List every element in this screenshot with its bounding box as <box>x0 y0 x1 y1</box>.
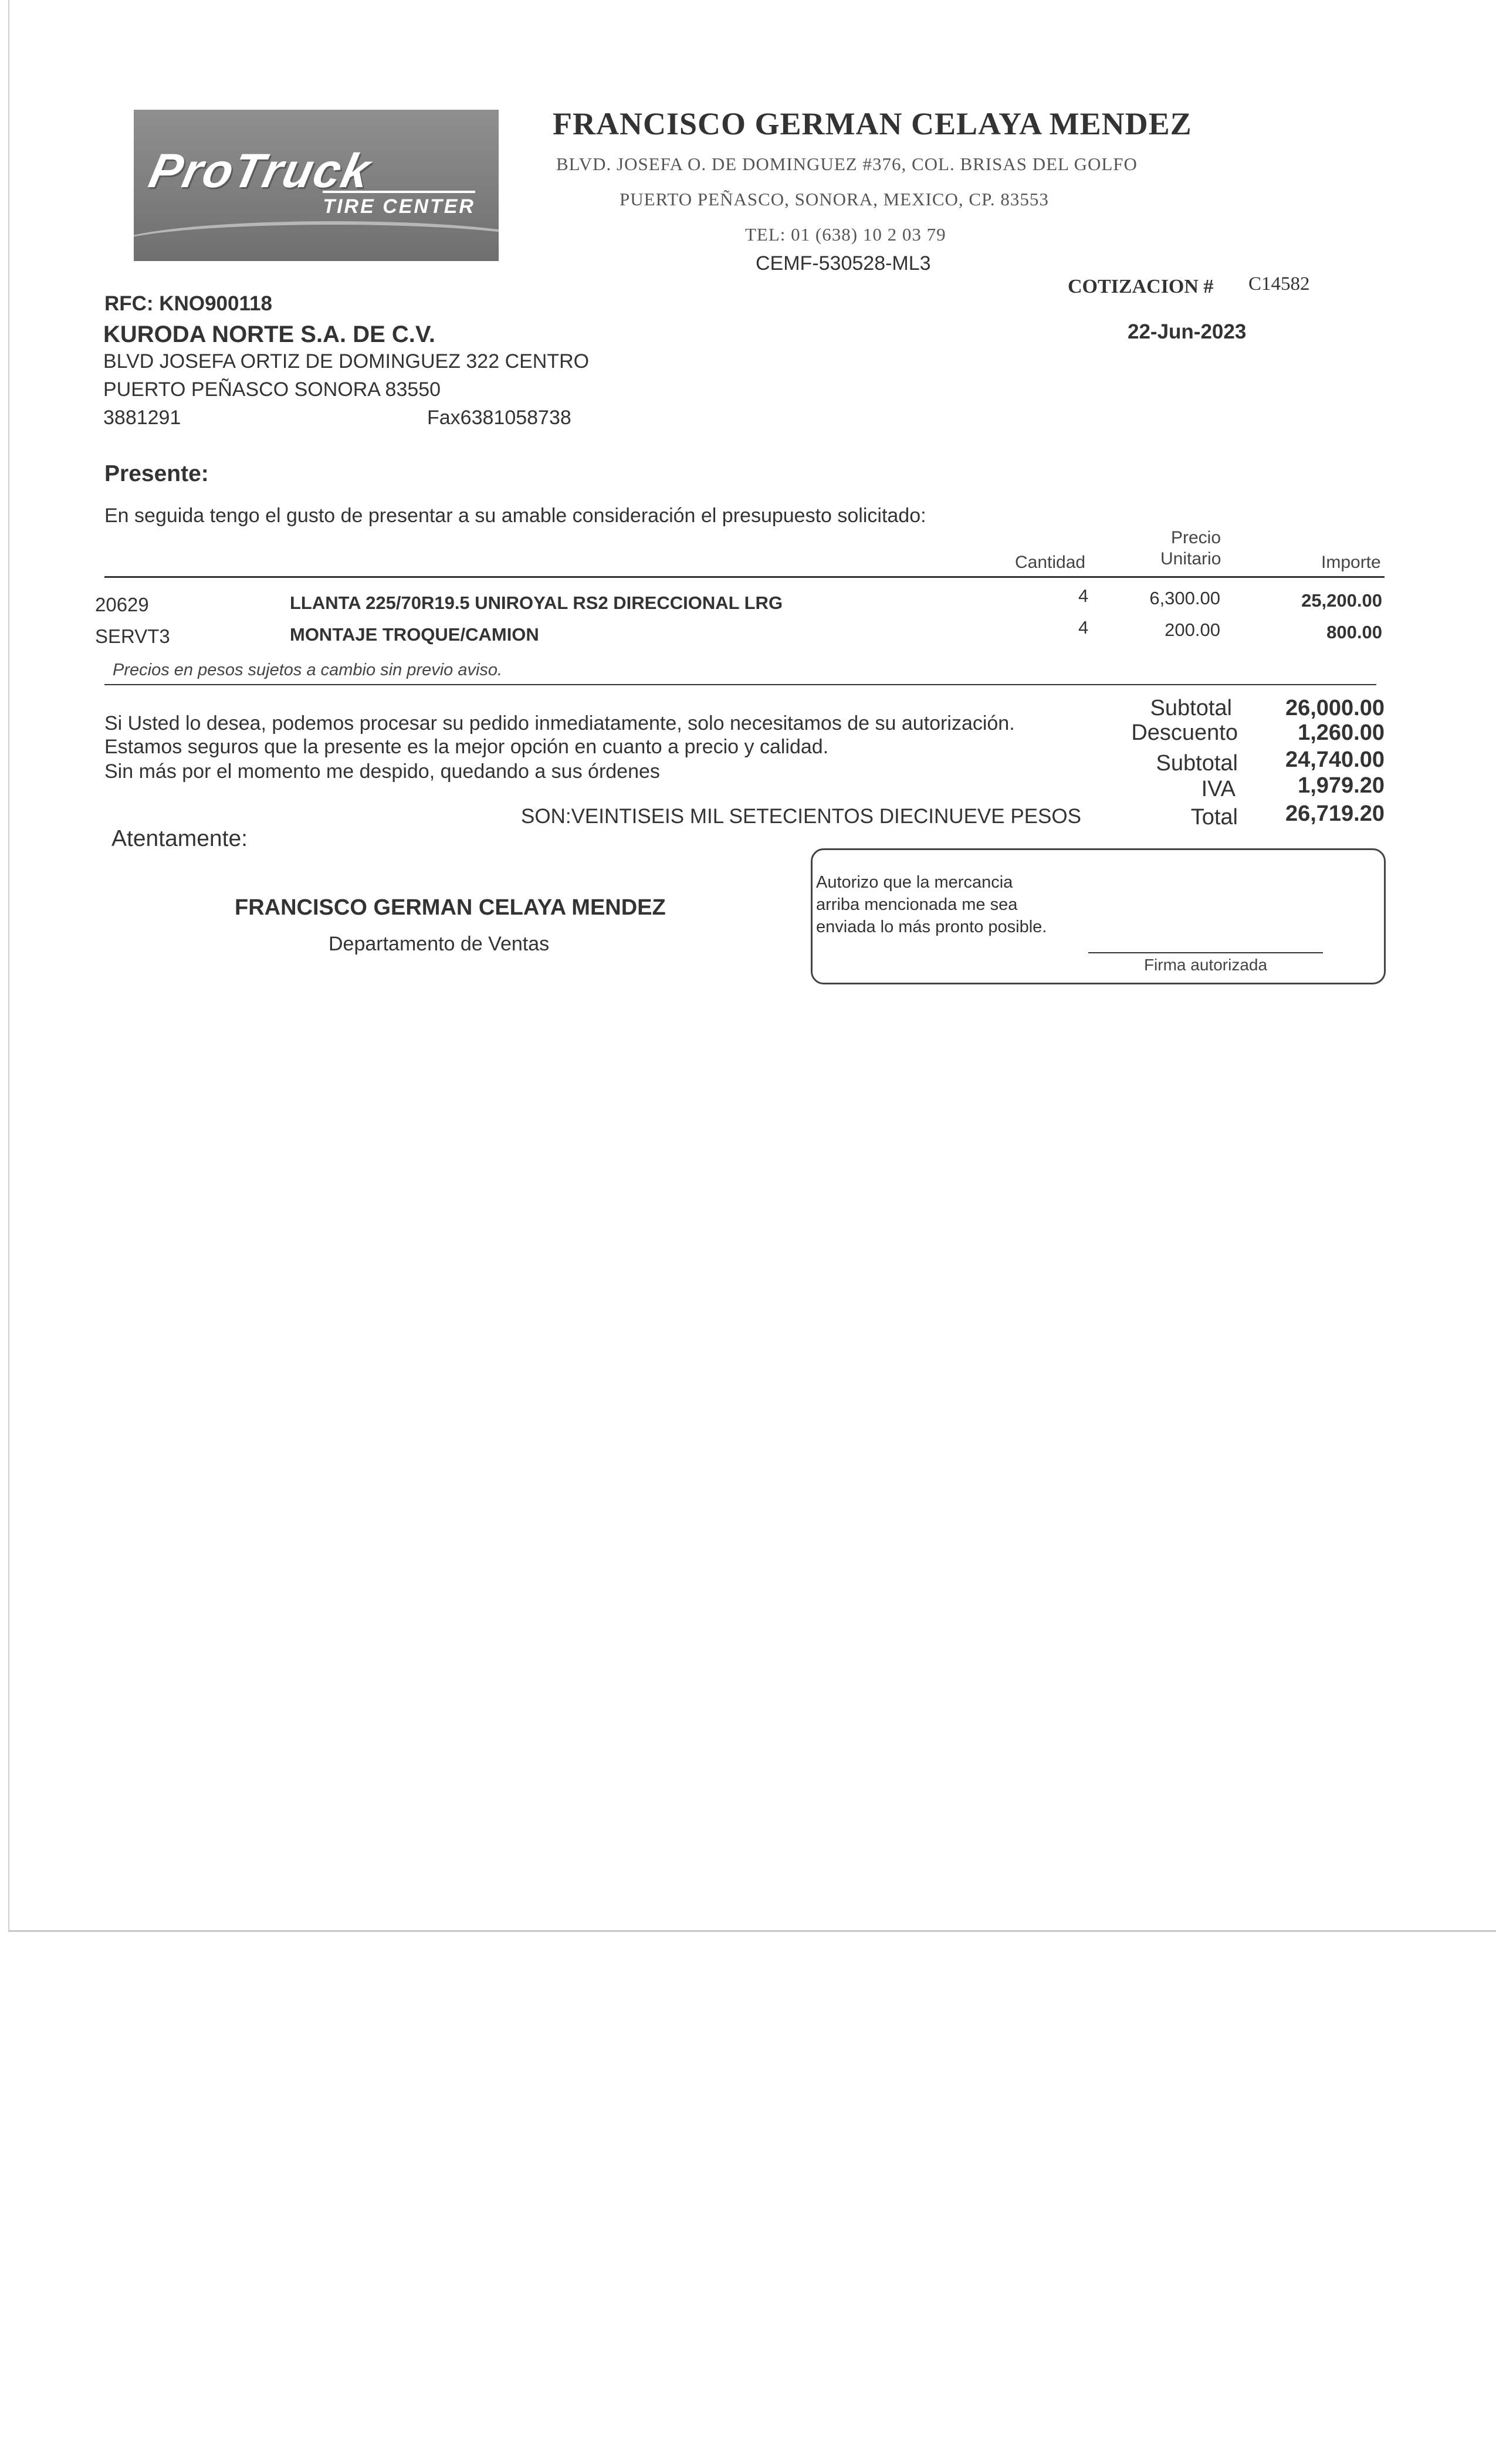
total-label: Total <box>1190 805 1238 830</box>
row-code: 20629 <box>95 594 149 615</box>
discount-value: 1,260.00 <box>1298 720 1385 745</box>
subtotal2-value: 24,740.00 <box>1285 747 1385 772</box>
price-note: Precios en pesos sujetos a cambio sin previo aviso. <box>113 661 503 679</box>
logo-brand: ProTruck <box>144 144 376 198</box>
issuer-address-line1: BLVD. JOSEFA O. DE DOMINGUEZ #376, COL. BRISAS DEL GOLFO <box>556 154 1138 174</box>
table-footer-rule <box>104 684 1376 685</box>
discount-label: Descuento <box>1131 720 1238 745</box>
closing-salutation: Atentamente: <box>111 826 248 851</box>
amount-in-words: SON:VEINTISEIS MIL SETECIENTOS DIECINUEVE PESOS <box>521 805 1081 828</box>
message-line3: Sin más por el momento me despido, quedando a sus órdenes <box>104 760 660 783</box>
client-fax: Fax6381058738 <box>427 407 571 429</box>
authorization-line3: enviada lo más pronto posible. <box>816 918 1047 936</box>
row-quantity: 4 <box>1078 585 1089 606</box>
iva-value: 1,979.20 <box>1298 773 1385 798</box>
authorization-line1: Autorizo que la mercancia <box>816 873 1013 892</box>
col-header-unit-price-line1: Precio <box>1171 528 1221 547</box>
row-amount: 25,200.00 <box>1301 590 1382 611</box>
row-unit-price: 6,300.00 <box>1149 588 1220 608</box>
issuer-phone: TEL: 01 (638) 10 2 03 79 <box>745 224 946 245</box>
table-header-rule <box>104 576 1385 578</box>
client-address-line1: BLVD JOSEFA ORTIZ DE DOMINGUEZ 322 CENTRO <box>103 350 590 373</box>
issuer-address-line2: PUERTO PEÑASCO, SONORA, MEXICO, CP. 83553 <box>620 189 1049 209</box>
signature-label: Firma autorizada <box>1143 956 1268 974</box>
authorization-box <box>811 848 1386 984</box>
signature-line <box>1088 952 1323 953</box>
quote-date: 22-Jun-2023 <box>1128 320 1247 343</box>
client-address-line2: PUERTO PEÑASCO SONORA 83550 <box>103 378 441 401</box>
col-header-amount: Importe <box>1321 553 1381 572</box>
logo-swoosh <box>134 221 499 261</box>
client-rfc: RFC: KNO900118 <box>104 292 272 315</box>
issuer-rfc: CEMF-530528-ML3 <box>756 252 931 275</box>
iva-label: IVA <box>1201 777 1236 801</box>
client-phone: 3881291 <box>103 407 181 429</box>
issuer-name: FRANCISCO GERMAN CELAYA MENDEZ <box>553 106 1192 141</box>
intro-text: En seguida tengo el gusto de presentar a su amable consideración el presupuesto solicitado: <box>104 505 926 527</box>
greeting: Presente: <box>104 461 209 486</box>
subtotal2-label: Subtotal <box>1156 751 1238 776</box>
subtotal-value: 26,000.00 <box>1285 696 1385 720</box>
row-unit-price: 200.00 <box>1165 620 1220 640</box>
quote-number: C14582 <box>1248 273 1310 295</box>
col-header-unit-price-line2: Unitario <box>1160 549 1221 568</box>
signer-name: FRANCISCO GERMAN CELAYA MENDEZ <box>235 895 666 920</box>
authorization-text <box>816 871 1047 938</box>
message-line2: Estamos seguros que la presente es la mejor opción en cuanto a precio y calidad. <box>104 736 829 758</box>
protruck-logo <box>134 110 499 261</box>
quote-number-label: COTIZACION # <box>1068 276 1214 297</box>
row-description: LLANTA 225/70R19.5 UNIROYAL RS2 DIRECCIONAL LRG <box>290 593 783 613</box>
row-quantity: 4 <box>1078 617 1089 638</box>
authorization-line2: arriba mencionada me sea <box>816 895 1018 914</box>
client-name: KURODA NORTE S.A. DE C.V. <box>103 321 435 347</box>
signer-department: Departamento de Ventas <box>329 933 550 955</box>
col-header-quantity: Cantidad <box>1015 553 1086 572</box>
row-description: MONTAJE TROQUE/CAMION <box>290 624 539 645</box>
row-amount: 800.00 <box>1326 622 1382 642</box>
message-line1: Si Usted lo desea, podemos procesar su pedido inmediatamente, solo necesitamos de su autorización. <box>104 712 1015 735</box>
subtotal-label: Subtotal <box>1150 696 1232 720</box>
total-value: 26,719.20 <box>1285 801 1385 826</box>
row-code: SERVT3 <box>95 625 170 647</box>
logo-subtitle: TIRE CENTER <box>323 191 475 218</box>
